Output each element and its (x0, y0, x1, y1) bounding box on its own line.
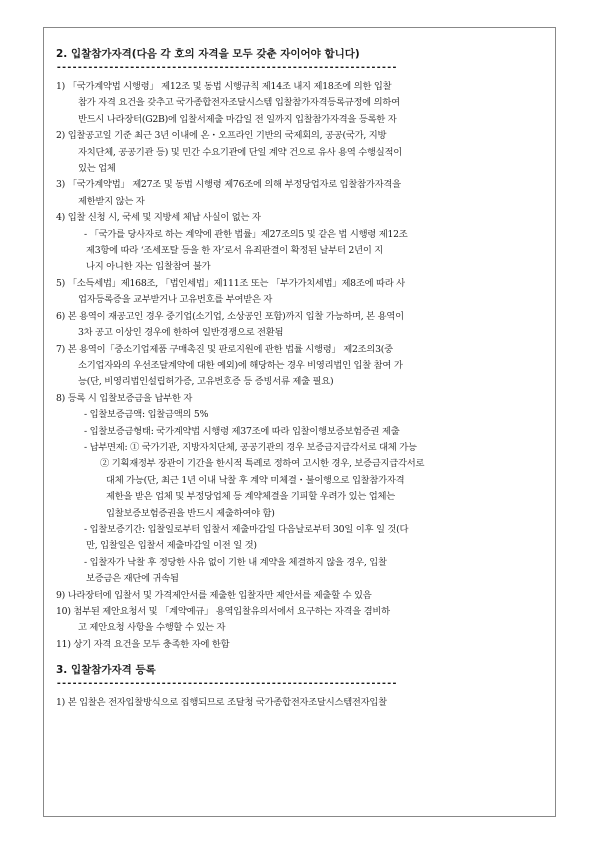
section2-line: 보증금은 재단에 귀속됨 (86, 573, 179, 585)
section2-line: 입찰보증보험증권을 반드시 제출하여야 함) (106, 507, 275, 519)
section-2-divider: ----------------------------------------------------------------- (56, 62, 397, 73)
section3-line: 1) 본 입찰은 전자입찰방식으로 집행되므로 조달청 국가종합전자조달시스템전자입찰 (56, 697, 387, 709)
section2-line: 능(단, 비영리법인설립허가증, 고유번호증 등 증빙서류 제출 필요) (78, 376, 334, 388)
section2-line: 만, 입찰일은 입찰서 제출마감일 이전 일 것) (86, 540, 257, 552)
section2-line: - 입찰자가 낙찰 후 정당한 사유 없이 기한 내 계약을 체결하지 않을 경우, 입찰 (84, 556, 387, 568)
section2-line: - 입찰보증기간: 입찰일로부터 입찰서 제출마감일 다음날로부터 30일 이후 일 것(다 (84, 523, 409, 535)
section2-line: - 납부면제: ① 국가기관, 지방자치단체, 공공기관의 경우 보증금지급각서로 대체 가능 (84, 441, 417, 453)
section2-line: 2) 입찰공고일 기준 최근 3년 이내에 온・오프라인 기반의 국제회의, 공공(국가, 지방 (56, 130, 387, 142)
section2-line: 반드시 나라장터(G2B)에 입찰서제출 마감일 전 일까지 입찰참가자격을 등록한 자 (78, 113, 397, 125)
section-3-content (56, 695, 544, 711)
section2-line: 제3항에 따라 ‘조세포탈 등을 한 자’로서 유죄판결이 확정된 날부터 2년이 지 (86, 245, 383, 257)
section2-line: - 「국가를 당사자로 하는 계약에 관한 법률」제27조의5 및 같은 법 시행령 제12조 (84, 228, 408, 240)
section2-line: 4) 입찰 신청 시, 국세 및 지방세 체납 사실이 없는 자 (56, 212, 261, 224)
section2-line: 소기업자와의 우선조달계약에 대한 예외)에 해당하는 경우 비영리법인 입찰 참여 가 (78, 359, 403, 371)
section2-line: - 입찰보증금액: 입찰금액의 5% (84, 409, 209, 421)
section2-line: 7) 본 용역이「중소기업제품 구매촉진 및 판로지원에 관한 법률 시행령」 제2조의3(중 (56, 343, 393, 355)
section-3-divider: ----------------------------------------------------------------- (56, 678, 397, 690)
section2-line: 3차 공고 이상인 경우에 한하여 일반경쟁으로 전환됨 (78, 327, 284, 339)
section2-line: ② 기획재정부 장관이 기간을 한시적 특례로 정하여 고시한 경우, 보증금지급각서로 (100, 458, 425, 470)
section2-line: 6) 본 용역이 재공고인 경우 중기업(소기업, 소상공인 포함)까지 입찰 가능하며, 본 용역이 (56, 310, 404, 322)
section2-line: 참가 자격 요건을 갖추고 국가종합전자조달시스템 입찰참가자격등록규정에 의하여 (78, 97, 400, 109)
section2-line: 5) 「소득세법」제168조, 「법인세법」제111조 또는 「부가가치세법」제8조에 따라 사 (56, 277, 405, 289)
section2-line: 3) 「국가계약법」 제27조 및 동법 시행령 제76조에 의해 부정당업자로 입찰참가자격을 (56, 179, 401, 191)
section2-line: 고 제안요청 사항을 수행할 수 있는 자 (78, 622, 226, 634)
section-gap (56, 653, 544, 663)
section-2-content (56, 79, 544, 653)
document-body (56, 47, 544, 712)
section2-line: - 입찰보증금형태: 국가계약법 시행령 제37조에 따라 입찰이행보증보험증권 제출 (84, 425, 400, 437)
section-3-title: 3. 입찰참가자격 등록 (56, 664, 156, 677)
section2-line: 제한을 받은 업체 및 부정당업체 등 계약체결을 기피할 우려가 있는 업체는 (106, 491, 395, 503)
section2-line: 대체 가능(단, 최근 1년 이내 낙찰 후 계약 미체결・불이행으로 입찰참가자격 (106, 474, 405, 486)
section2-line: 업자등록증을 교부받거나 고유번호를 부여받은 자 (78, 294, 273, 306)
section2-line: 9) 나라장터에 입찰서 및 가격제안서를 제출한 입찰자만 제안서를 제출할 수 있음 (56, 589, 372, 601)
section2-line: 10) 첨부된 제안요청서 및 「계약예규」 용역입찰유의서에서 요구하는 자격을 겸비하 (56, 606, 390, 617)
section2-line: 1) 「국가계약법 시행령」 제12조 및 동법 시행규칙 제14조 내지 제18조에 의한 입찰 (56, 81, 392, 92)
section2-line: 나지 아니한 자는 입찰참여 불가 (86, 261, 211, 273)
section2-line: 제한받지 않는 자 (78, 195, 145, 207)
section-2-title: 2. 입찰참가자격(다음 각 호의 자격을 모두 갖춘 자이어야 합니다) (56, 48, 360, 60)
section2-line: 있는 업체 (78, 163, 116, 175)
section2-line: 자치단체, 공공기관 등) 및 민간 수요기관에 단일 계약 건으로 유사 용역 수행실적이 (78, 146, 402, 158)
section2-line: 8) 등록 시 입찰보증금을 납부한 자 (56, 392, 193, 404)
section2-line: 11) 상기 자격 요건을 모두 충족한 자에 한함 (56, 638, 230, 650)
